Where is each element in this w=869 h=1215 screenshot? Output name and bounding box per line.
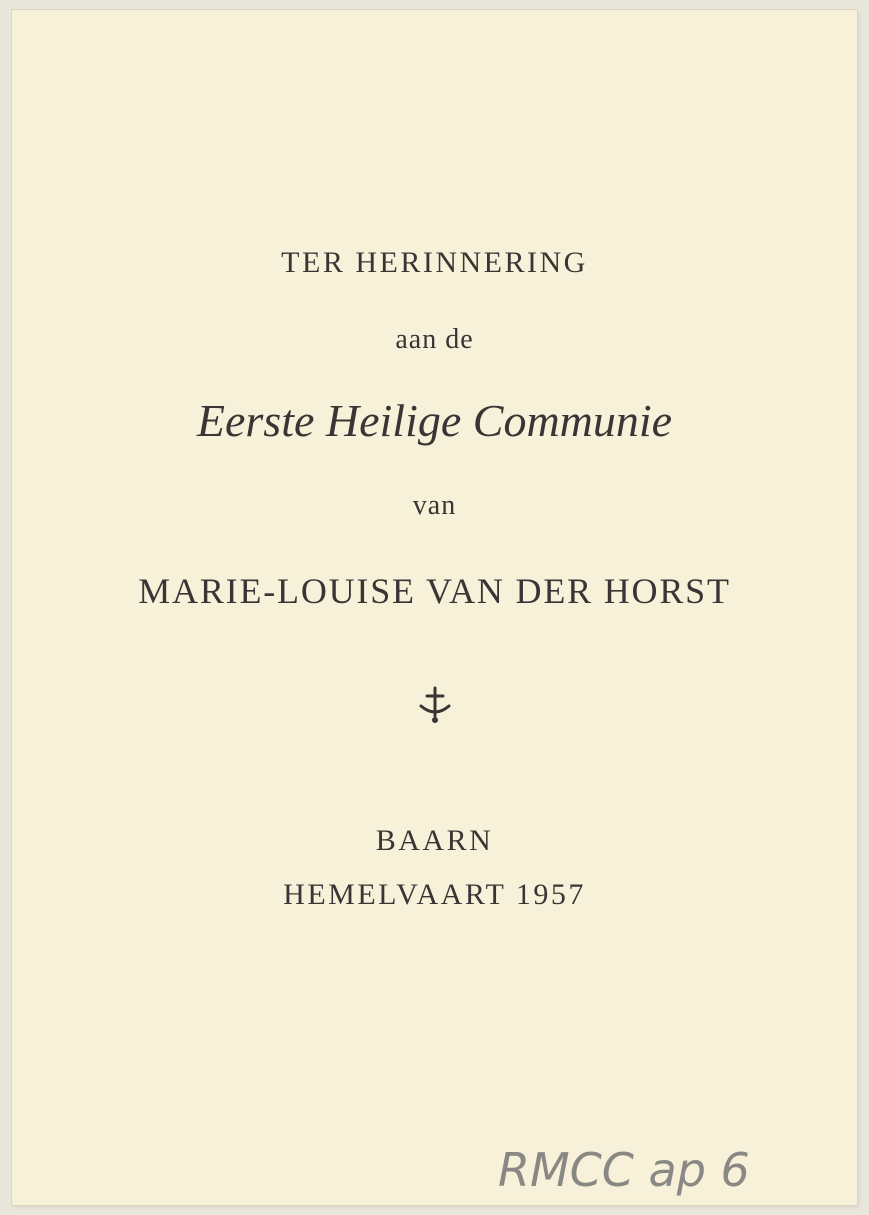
card-heading: TER HERINNERING bbox=[281, 246, 588, 279]
place-name: BAARN bbox=[375, 824, 494, 857]
card-preposition: aan de bbox=[395, 324, 474, 355]
anchor-cross-icon bbox=[417, 686, 453, 726]
shelfmark-text: RMCC ap 6 bbox=[498, 1143, 750, 1197]
card-conjunction: van bbox=[412, 490, 457, 521]
event-title: Eerste Heilige Communie bbox=[196, 395, 673, 446]
event-date: HEMELVAART 1957 bbox=[283, 878, 586, 911]
communicant-name: MARIE-LOUISE VAN DER HORST bbox=[138, 571, 731, 611]
pencil-shelfmark bbox=[490, 1132, 790, 1202]
memorial-card bbox=[12, 10, 857, 1205]
